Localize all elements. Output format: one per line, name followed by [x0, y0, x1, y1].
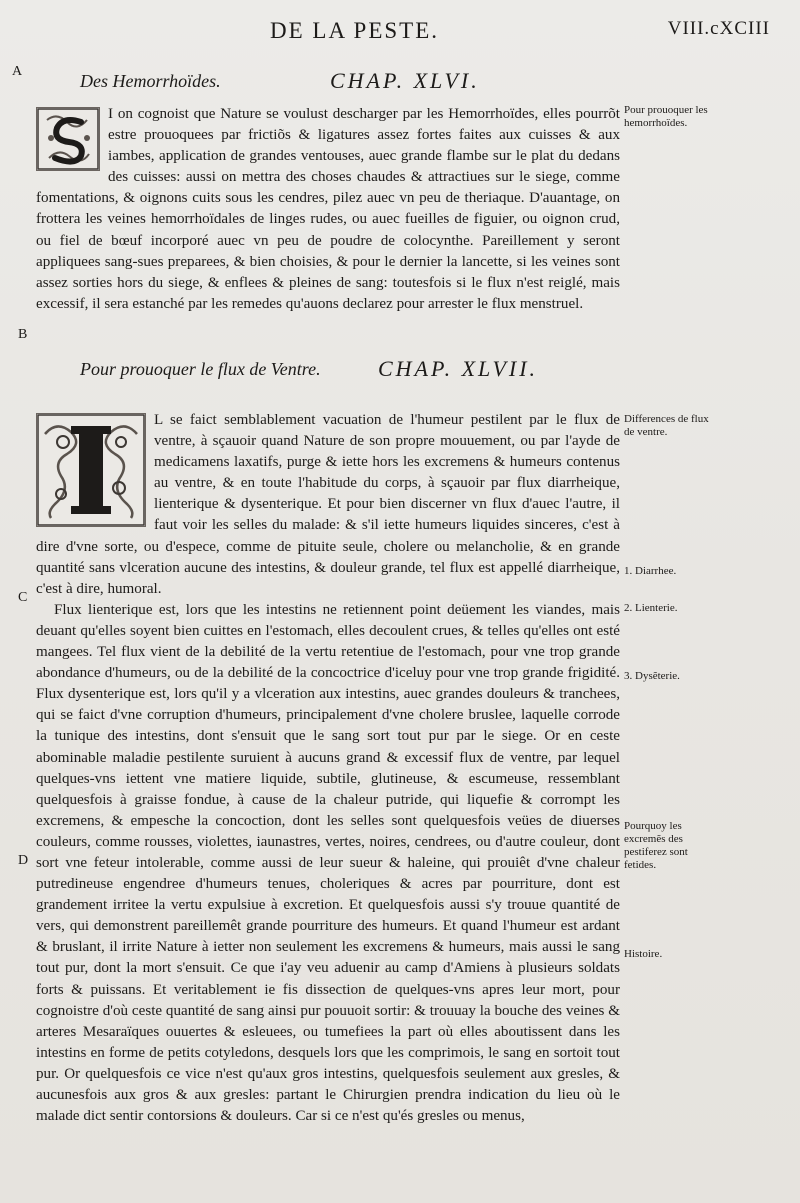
chapter-47-paragraph-1: L se faict semblablement vacuation de l'humeur pestilent par le flux de ventre, à sçauoir quand Nature de son propre mouuement, ou par l'ayde de medicamens laxatifs, purge & iette hors les excremens & humeurs contenus au ventre, & en toute l'habitude du corps, à sçauoir par flux diarrheique, lienterique & dysenterique. Et pour bien discerner vn flux d'auec l'autre, il faut voir les selles du malade: & s'il iette humeurs liquides sinceres, c'est à dire d'vne sorte, ou d'espece, comme de pituite seule, cholere ou melancholie, & en grande quantité sans vlceration aucune des intestins, & douleur grande, tel flux est appellé diarrheique, c'est à dire, humoral. — [36, 412, 620, 597]
ornamental-drop-cap-s — [36, 107, 100, 171]
side-letter-c: C — [18, 590, 28, 605]
margin-note-dysenterie: 3. Dysẽterie. — [624, 670, 680, 682]
side-letter-a: A — [12, 64, 23, 79]
side-letter-d: D — [18, 853, 29, 868]
chapter-47-paragraph-2: Flux lienterique est, lors que les intestins ne retiennent point deüement les viandes, mais deuant qu'elles soyent bien cuittes en l'estomach, elles decoulent crues, & telles qu'elles ont esté mangees. Tel flux vient de la debilité de la vertu retentiue de l'estomach, pour vne trop grande abondance d'humeurs, ou de la debilité de la concoctrice d'iceluy pour vne trop grande frigidité. Flux dysenterique est, lors qu'il y a vlceration aux intestins, auec grandes douleurs & tranchees, qui se faict d'vne corruption d'humeurs, principalement d'vne cholere bruslee, laquelle corrode la tunique des intestins, dont s'ensuit que le sang sort tout pur par le siege. Or en ceste abominable maladie pestilente suruient à aucuns grand & excessif flux de ventre, par lequel quelques-vns iettent vne matiere liquide, subtile, glutineuse, & escumeuse, ressemblant quelquesfois à graisse fondue, à cause de la chaleur putride, qui liquefie & corrompt les excremens, & empesche la concoction, dont les selles sont quelquesfois veües de diuerses couleurs, comme rousses, violettes, iaunastres, vertes, noires, cendrees, ou d'autre couleur, dont sort vne feteur intolerable, comme aussi de leur sueur & haleine, qui prouiêt d'vne chaleur putredineuse engendree d'humeurs tenues, choleriques & acres par pourriture, dont est grandement irritee la vertu expulsiue à excretion. Et quelquesfois aussi s'y trouue quantité de vers, qui demonstrent pareillemêt grande pourriture des humeurs. Et quand l'humeur est ardant & bruslant, il irrite Nature à ietter non seulement les excremens & humeurs, mais aussi le sang tout pur, dont la mort s'ensuit. Ce que i'ay veu aduenir au camp d'Amiens à plusieurs soldats forts & puissans. Et veritablement ie fis dissection de quelques-vns apres leur mort, pour cognoistre d'où ceste quantité de sang ainsi pur pouuoit sortir: & trouuay la bouche des veines & arteres Mesaraïques ouuertes & esleuees, ou tumefiees la part où elles aboutissent dans les intestins en forme de petits cotyledons, desquels lors que les comprimois, le sang en sortoit tout pur. Or quelquesfois ce vice n'est qu'aux gros intestins, quelquesfois seulement aux gresles, & aucunesfois aux gros & aux gresles: partant le Chirurgien prendra indication du lieu où le malade dict sentir contorsions & douleurs. Car si ce n'est qu'és gresles ou menus, — [36, 601, 620, 1125]
chapter-number: CHAP. XLVII. — [378, 356, 539, 381]
chapter-number: CHAP. XLVI. — [330, 68, 480, 93]
chapter-heading-47 — [80, 352, 605, 382]
margin-note-hemorrhoides: Pour prouoquer les hemorrhoïdes. — [624, 104, 708, 129]
folio-number: VIII.cXCIII — [667, 18, 770, 39]
ornamental-drop-cap-i — [36, 413, 146, 527]
margin-note-histoire: Histoire. — [624, 948, 663, 960]
running-head-title: DE LA PESTE. — [270, 18, 440, 43]
chapter-46-paragraph: I on cognoist que Nature se voulust descharger par les Hemorrhoïdes, elles pourrõt estre prouoquees par frictiõs & ligatures assez fortes faites aux cuisses & aux iambes, application de grandes ventouses, auec grande flambe sur le plat du dedans des cuisses: aussi on mettra des choses chaudes & attractiues sur le siege, comme fomentations, & oignons cuits sous les cendres, pilez auec vn peu de theriaque. D'auantage, on frottera les veines hemorrhoïdales de linges rudes, ou auec fueilles de figuier, ou oignon crud, ou fiel de bœuf incorporé auec vn peu de poudre de colocynthe. Pareillement y seront appliquees sang-sues preparees, & bien choisies, & pour le dernier la lancette, si les veines sont assez sorties hors du siege, & enflees & pleines de sang: toutesfois si le flux n'est reiglé, mais excessif, il sera estanché par les remedes qu'auons declarez pour arrester le flux menstruel. — [36, 106, 620, 312]
chapter-46-text — [36, 104, 620, 315]
margin-note-differences: Differences de flux de ventre. — [624, 413, 709, 438]
chapter-heading-46 — [80, 64, 605, 94]
margin-note-diarrhee: 1. Diarrhee. — [624, 565, 677, 577]
margin-note-lienterie: 2. Lienterie. — [624, 602, 678, 614]
side-letter-b: B — [18, 327, 28, 342]
margin-note-pourquoy: Pourquoy les excremẽs des pestiferez sont fetides. — [624, 820, 688, 871]
running-head — [270, 18, 770, 48]
chapter-subject: Pour prouoquer le flux de Ventre. — [80, 359, 321, 379]
chapter-subject: Des Hemorrhoïdes. — [80, 71, 221, 91]
chapter-47-text — [36, 410, 620, 1127]
